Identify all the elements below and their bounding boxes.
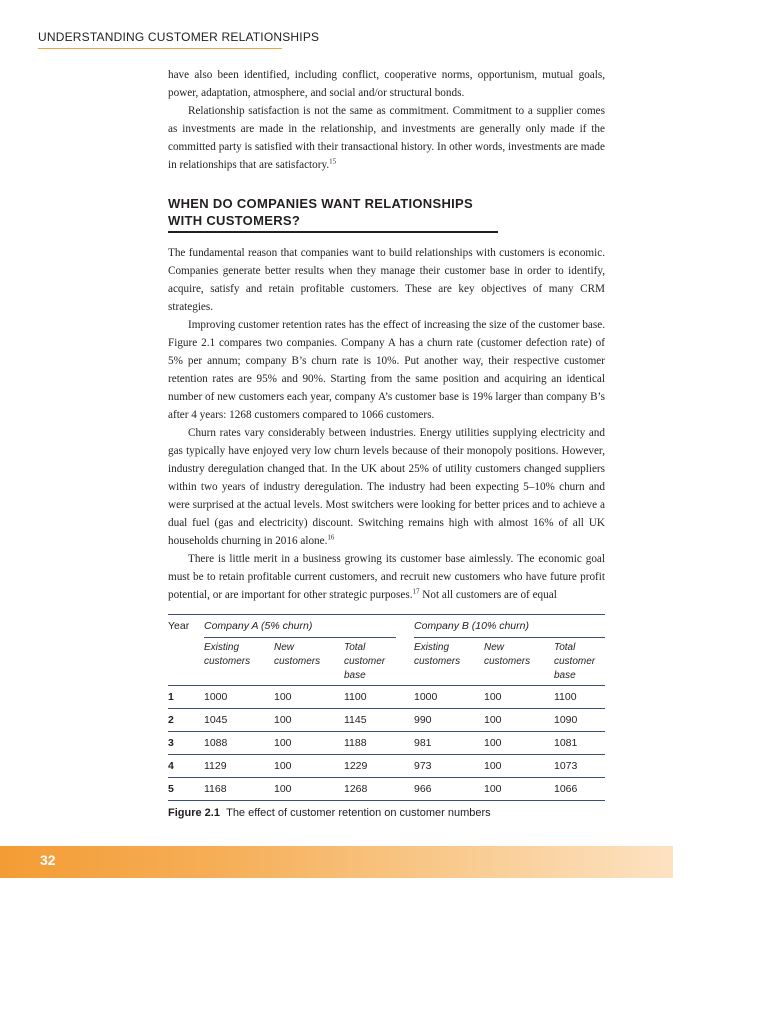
running-header: UNDERSTANDING CUSTOMER RELATIONSHIPS [38,30,320,44]
table-cell: 981 [414,732,484,755]
table-cell: 966 [414,778,484,801]
table-cell: 1066 [554,778,605,801]
new-customers-header: New customers [274,642,321,667]
table-cell: 100 [274,778,344,801]
table-cell: 1100 [344,686,396,709]
table-cell: 1045 [204,709,274,732]
table-cell: 100 [484,709,554,732]
table-row [168,709,605,732]
figure-caption-text: The effect of customer retention on customer numbers [226,807,491,819]
table-cell: 1129 [204,755,274,778]
new-customers-header: New customers [484,642,531,667]
table-cell: 100 [484,686,554,709]
table-row [168,778,605,801]
year-cell: 1 [168,686,204,709]
body-text-top [168,66,605,174]
table-cell: 1168 [204,778,274,801]
figure-caption [168,807,491,819]
table-cell: 100 [484,755,554,778]
heading-rule [168,231,498,233]
year-cell: 4 [168,755,204,778]
retention-table [168,614,605,801]
company-a-header: Company A (5% churn) [204,615,396,638]
paragraph: The fundamental reason that companies want to build relationships with customers is economic. Companies generate better results when they manage their customer base in order to identify, acquire, satisfy and retain profitable customers. These are key objectives of many CRM strategies. [168,247,605,313]
table-group-header-row [168,615,605,638]
body-text-main [168,244,605,604]
paragraph: Churn rates vary considerably between industries. Energy utilities supplying electricity and gas typically have enjoyed very low churn levels because of their monopoly positions. However, industry deregulation changed that. In the UK about 25% of utility customers changed suppliers within two years of industry deregulation. The industry had been expecting 5–10% churn and were surprised at the actual levels. Most switchers were looking for better prices and to achieve a dual fuel (gas and electricity) discount. Switching remains high with almost 16% of all UK households churning in 2016 alone.$^{16}$ [168,427,605,547]
table-cell: 1268 [344,778,396,801]
year-cell: 5 [168,778,204,801]
table-cell: 1090 [554,709,605,732]
table-row [168,686,605,709]
footnote-marker: 15 [329,157,337,166]
table-cell: 100 [484,778,554,801]
existing-customers-header: Existing customers [204,642,251,667]
company-b-header: Company B (10% churn) [414,615,605,638]
table-cell: 1229 [344,755,396,778]
page-number: 32 [40,852,56,868]
total-customer-base-header: Total customer base [554,642,596,681]
table-row [168,732,605,755]
total-customer-base-header: Total customer base [344,642,386,681]
table-cell: 1000 [414,686,484,709]
table-row [168,755,605,778]
section-heading: WHEN DO COMPANIES WANT RELATIONSHIPS WITH CUSTOMERS? [168,196,473,228]
table-cell: 100 [274,732,344,755]
footnote-marker: 17 [412,587,420,596]
table-cell: 100 [484,732,554,755]
paragraph: There is little merit in a business growing its customer base aimlessly. The economic goal must be to retain profitable current customers, and recruit new customers who have future profit potential, or are important for other strategic purposes.$^{17}$ Not all customers are of equal [168,553,605,601]
table-cell: 990 [414,709,484,732]
table-cell: 1000 [204,686,274,709]
year-cell: 3 [168,732,204,755]
figure-number: Figure 2.1 [168,807,220,819]
table-cell: 100 [274,686,344,709]
table-cell: 1073 [554,755,605,778]
table-cell: 1145 [344,709,396,732]
paragraph: Improving customer retention rates has the effect of increasing the size of the customer base. Figure 2.1 compares two companies. Company A has a churn rate (customer defection rate) of 5% per annum; company B’s churn rate is 10%. Put another way, their respective customer retention rates are 95% and 90%. Starting from the same position and acquiring an identical number of new customers each year, company A’s customer base is 19% larger than company B’s after 4 years: 1268 customers compared to 1066 customers. [168,319,605,421]
table-sub-header-row [168,638,605,686]
existing-customers-header: Existing customers [414,642,461,667]
year-header: Year [168,615,204,638]
table-cell: 100 [274,755,344,778]
table-cell: 1188 [344,732,396,755]
paragraph: Relationship satisfaction is not the same as commitment. Commitment to a supplier comes as investments are made in the relationship, and investments are generally only made if the committed party is satisfied with their transactional history. In other words, investments are made in relationships that are satisfactory.$^{15}$ [168,105,605,171]
table-cell: 1088 [204,732,274,755]
table-cell: 100 [274,709,344,732]
header-rule [38,48,282,49]
table-cell: 1100 [554,686,605,709]
footer-bar [0,846,673,878]
table-cell: 1081 [554,732,605,755]
paragraph: have also been identified, including conflict, cooperative norms, opportunism, mutual goals, power, adaptation, atmosphere, and social and/or structural bonds. [168,69,605,99]
footnote-marker: 16 [327,533,335,542]
table-cell: 973 [414,755,484,778]
year-cell: 2 [168,709,204,732]
